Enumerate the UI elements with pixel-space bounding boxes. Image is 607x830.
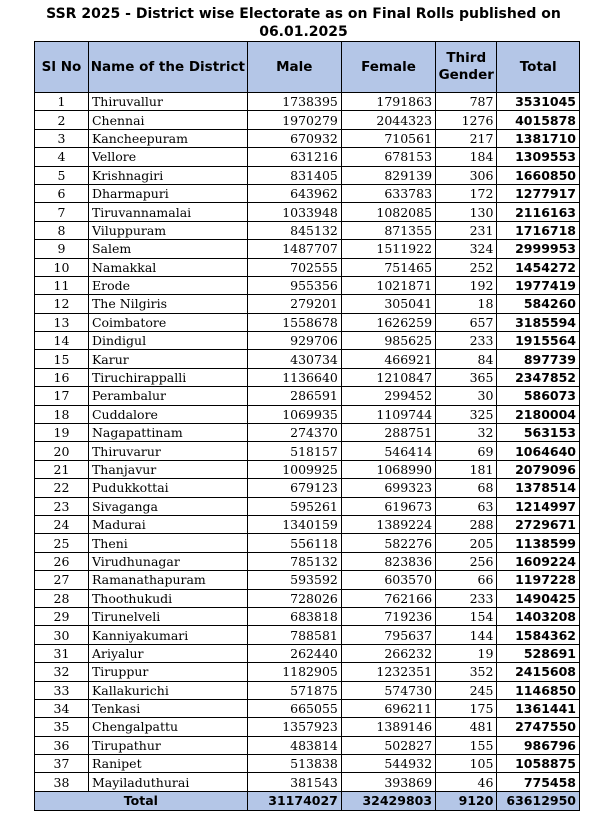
table-row xyxy=(35,129,580,147)
cell-total: 1309553 xyxy=(497,148,580,166)
cell-district: Nagapattinam xyxy=(88,424,247,442)
cell-third-gender: 84 xyxy=(436,350,497,368)
cell-third-gender: 181 xyxy=(436,460,497,478)
cell-district: Tirunelveli xyxy=(88,607,247,625)
cell-female: 582276 xyxy=(341,534,435,552)
cell-district: Cuddalore xyxy=(88,405,247,423)
cell-sl-no: 7 xyxy=(35,203,89,221)
cell-third-gender: 1276 xyxy=(436,111,497,129)
table-row xyxy=(35,203,580,221)
cell-sl-no: 24 xyxy=(35,515,89,533)
cell-sl-no: 10 xyxy=(35,258,89,276)
table-row xyxy=(35,332,580,350)
cell-female: 1068990 xyxy=(341,460,435,478)
cell-third-gender: 130 xyxy=(436,203,497,221)
table-row xyxy=(35,276,580,294)
cell-sl-no: 37 xyxy=(35,755,89,773)
cell-total: 563153 xyxy=(497,424,580,442)
title-line-1: SSR 2025 - District wise Electorate as on Final Rolls published on xyxy=(46,6,561,22)
cell-third-gender: 233 xyxy=(436,589,497,607)
table-row xyxy=(35,607,580,625)
cell-male: 274370 xyxy=(247,424,341,442)
cell-third-gender: 30 xyxy=(436,387,497,405)
cell-sl-no: 11 xyxy=(35,276,89,294)
cell-female: 305041 xyxy=(341,295,435,313)
cell-district: Dharmapuri xyxy=(88,184,247,202)
cell-district: Salem xyxy=(88,240,247,258)
cell-female: 1511922 xyxy=(341,240,435,258)
cell-total: 1584362 xyxy=(497,626,580,644)
cell-male: 683818 xyxy=(247,607,341,625)
cell-total: 1361441 xyxy=(497,699,580,717)
cell-female: 985625 xyxy=(341,332,435,350)
cell-total: 2729671 xyxy=(497,515,580,533)
cell-female: 2044323 xyxy=(341,111,435,129)
cell-male: 279201 xyxy=(247,295,341,313)
cell-third-gender: 46 xyxy=(436,773,497,791)
cell-third-gender: 105 xyxy=(436,755,497,773)
cell-female: 1109744 xyxy=(341,405,435,423)
header-female: Female xyxy=(341,42,435,93)
table-row xyxy=(35,515,580,533)
table-row xyxy=(35,773,580,791)
cell-district: Sivaganga xyxy=(88,497,247,515)
cell-male: 831405 xyxy=(247,166,341,184)
cell-female: 1791863 xyxy=(341,93,435,111)
cell-male: 1340159 xyxy=(247,515,341,533)
cell-sl-no: 12 xyxy=(35,295,89,313)
totals-row xyxy=(35,791,580,810)
cell-female: 266232 xyxy=(341,644,435,662)
cell-male: 1182905 xyxy=(247,663,341,681)
cell-male: 845132 xyxy=(247,221,341,239)
cell-sl-no: 34 xyxy=(35,699,89,717)
cell-third-gender: 175 xyxy=(436,699,497,717)
cell-district: Kancheepuram xyxy=(88,129,247,147)
cell-total: 1138599 xyxy=(497,534,580,552)
cell-total: 1977419 xyxy=(497,276,580,294)
cell-district: Tiruvannamalai xyxy=(88,203,247,221)
cell-sl-no: 23 xyxy=(35,497,89,515)
cell-total: 3531045 xyxy=(497,93,580,111)
cell-female: 544932 xyxy=(341,755,435,773)
cell-sl-no: 15 xyxy=(35,350,89,368)
cell-third-gender: 325 xyxy=(436,405,497,423)
totals-female: 32429803 xyxy=(341,791,435,810)
cell-female: 1232351 xyxy=(341,663,435,681)
cell-male: 1033948 xyxy=(247,203,341,221)
cell-total: 2116163 xyxy=(497,203,580,221)
cell-district: Virudhunagar xyxy=(88,552,247,570)
table-row xyxy=(35,221,580,239)
cell-male: 1136640 xyxy=(247,368,341,386)
cell-male: 785132 xyxy=(247,552,341,570)
cell-total: 1403208 xyxy=(497,607,580,625)
table-row xyxy=(35,755,580,773)
cell-male: 1009925 xyxy=(247,460,341,478)
cell-total: 1716718 xyxy=(497,221,580,239)
cell-third-gender: 365 xyxy=(436,368,497,386)
table-row xyxy=(35,534,580,552)
cell-third-gender: 18 xyxy=(436,295,497,313)
cell-male: 381543 xyxy=(247,773,341,791)
cell-third-gender: 66 xyxy=(436,571,497,589)
cell-female: 619673 xyxy=(341,497,435,515)
totals-male: 31174027 xyxy=(247,791,341,810)
cell-district: Thanjavur xyxy=(88,460,247,478)
cell-third-gender: 154 xyxy=(436,607,497,625)
title-line-2: 06.01.2025 xyxy=(259,24,348,40)
header-male: Male xyxy=(247,42,341,93)
cell-total: 986796 xyxy=(497,736,580,754)
cell-sl-no: 2 xyxy=(35,111,89,129)
table-row xyxy=(35,626,580,644)
table-row xyxy=(35,111,580,129)
table-row xyxy=(35,368,580,386)
electorate-table xyxy=(34,41,580,811)
table-row xyxy=(35,350,580,368)
cell-district: The Nilgiris xyxy=(88,295,247,313)
cell-female: 762166 xyxy=(341,589,435,607)
cell-female: 502827 xyxy=(341,736,435,754)
cell-sl-no: 6 xyxy=(35,184,89,202)
cell-sl-no: 26 xyxy=(35,552,89,570)
table-row xyxy=(35,663,580,681)
cell-district: Ramanathapuram xyxy=(88,571,247,589)
cell-female: 699323 xyxy=(341,479,435,497)
cell-district: Tenkasi xyxy=(88,699,247,717)
cell-female: 633783 xyxy=(341,184,435,202)
cell-sl-no: 13 xyxy=(35,313,89,331)
cell-sl-no: 30 xyxy=(35,626,89,644)
cell-sl-no: 31 xyxy=(35,644,89,662)
cell-male: 955356 xyxy=(247,276,341,294)
cell-total: 1609224 xyxy=(497,552,580,570)
header-row xyxy=(35,42,580,93)
cell-female: 603570 xyxy=(341,571,435,589)
cell-sl-no: 25 xyxy=(35,534,89,552)
cell-female: 299452 xyxy=(341,387,435,405)
cell-sl-no: 33 xyxy=(35,681,89,699)
cell-sl-no: 29 xyxy=(35,607,89,625)
cell-male: 643962 xyxy=(247,184,341,202)
table-row xyxy=(35,387,580,405)
cell-district: Ranipet xyxy=(88,755,247,773)
cell-female: 719236 xyxy=(341,607,435,625)
cell-total: 1454272 xyxy=(497,258,580,276)
table-row xyxy=(35,479,580,497)
cell-female: 1021871 xyxy=(341,276,435,294)
table-row xyxy=(35,405,580,423)
cell-sl-no: 9 xyxy=(35,240,89,258)
cell-sl-no: 8 xyxy=(35,221,89,239)
cell-female: 795637 xyxy=(341,626,435,644)
cell-sl-no: 28 xyxy=(35,589,89,607)
cell-district: Ariyalur xyxy=(88,644,247,662)
table-row xyxy=(35,295,580,313)
table-row xyxy=(35,460,580,478)
cell-sl-no: 35 xyxy=(35,718,89,736)
cell-sl-no: 4 xyxy=(35,148,89,166)
cell-third-gender: 481 xyxy=(436,718,497,736)
cell-total: 2180004 xyxy=(497,405,580,423)
cell-district: Tirupathur xyxy=(88,736,247,754)
cell-third-gender: 144 xyxy=(436,626,497,644)
header-sl-no: Sl No xyxy=(35,42,89,93)
cell-female: 696211 xyxy=(341,699,435,717)
header-district: Name of the District xyxy=(88,42,247,93)
cell-district: Karur xyxy=(88,350,247,368)
cell-district: Erode xyxy=(88,276,247,294)
cell-total: 4015878 xyxy=(497,111,580,129)
cell-male: 518157 xyxy=(247,442,341,460)
table-row xyxy=(35,313,580,331)
cell-male: 430734 xyxy=(247,350,341,368)
cell-sl-no: 5 xyxy=(35,166,89,184)
cell-district: Kanniyakumari xyxy=(88,626,247,644)
cell-third-gender: 205 xyxy=(436,534,497,552)
cell-total: 2747550 xyxy=(497,718,580,736)
cell-third-gender: 217 xyxy=(436,129,497,147)
cell-total: 528691 xyxy=(497,644,580,662)
cell-third-gender: 68 xyxy=(436,479,497,497)
cell-female: 1626259 xyxy=(341,313,435,331)
cell-district: Krishnagiri xyxy=(88,166,247,184)
cell-total: 775458 xyxy=(497,773,580,791)
cell-sl-no: 22 xyxy=(35,479,89,497)
cell-sl-no: 3 xyxy=(35,129,89,147)
cell-male: 1069935 xyxy=(247,405,341,423)
table-row xyxy=(35,148,580,166)
cell-female: 1389146 xyxy=(341,718,435,736)
cell-third-gender: 192 xyxy=(436,276,497,294)
cell-total: 1378514 xyxy=(497,479,580,497)
cell-male: 513838 xyxy=(247,755,341,773)
cell-total: 1146850 xyxy=(497,681,580,699)
cell-district: Theni xyxy=(88,534,247,552)
cell-third-gender: 172 xyxy=(436,184,497,202)
cell-sl-no: 27 xyxy=(35,571,89,589)
cell-female: 1389224 xyxy=(341,515,435,533)
cell-male: 665055 xyxy=(247,699,341,717)
cell-district: Vellore xyxy=(88,148,247,166)
table-row xyxy=(35,497,580,515)
cell-district: Namakkal xyxy=(88,258,247,276)
cell-district: Tiruchirappalli xyxy=(88,368,247,386)
cell-male: 788581 xyxy=(247,626,341,644)
cell-female: 823836 xyxy=(341,552,435,570)
cell-district: Madurai xyxy=(88,515,247,533)
totals-total: 63612950 xyxy=(497,791,580,810)
header-total: Total xyxy=(497,42,580,93)
cell-male: 595261 xyxy=(247,497,341,515)
cell-male: 483814 xyxy=(247,736,341,754)
cell-male: 1738395 xyxy=(247,93,341,111)
cell-male: 1357923 xyxy=(247,718,341,736)
cell-third-gender: 233 xyxy=(436,332,497,350)
cell-district: Perambalur xyxy=(88,387,247,405)
cell-sl-no: 21 xyxy=(35,460,89,478)
cell-total: 1660850 xyxy=(497,166,580,184)
cell-district: Chennai xyxy=(88,111,247,129)
cell-third-gender: 306 xyxy=(436,166,497,184)
cell-sl-no: 36 xyxy=(35,736,89,754)
cell-total: 3185594 xyxy=(497,313,580,331)
cell-male: 1487707 xyxy=(247,240,341,258)
cell-total: 1058875 xyxy=(497,755,580,773)
table-row xyxy=(35,644,580,662)
cell-district: Chengalpattu xyxy=(88,718,247,736)
cell-total: 584260 xyxy=(497,295,580,313)
table-body xyxy=(35,93,580,792)
table-row xyxy=(35,736,580,754)
cell-female: 829139 xyxy=(341,166,435,184)
cell-female: 678153 xyxy=(341,148,435,166)
cell-district: Thiruvarur xyxy=(88,442,247,460)
cell-total: 2347852 xyxy=(497,368,580,386)
cell-female: 1210847 xyxy=(341,368,435,386)
cell-sl-no: 38 xyxy=(35,773,89,791)
cell-third-gender: 657 xyxy=(436,313,497,331)
cell-sl-no: 20 xyxy=(35,442,89,460)
cell-female: 393869 xyxy=(341,773,435,791)
table-row xyxy=(35,589,580,607)
cell-third-gender: 324 xyxy=(436,240,497,258)
cell-total: 1214997 xyxy=(497,497,580,515)
cell-district: Dindigul xyxy=(88,332,247,350)
table-row xyxy=(35,552,580,570)
table-row xyxy=(35,681,580,699)
cell-male: 262440 xyxy=(247,644,341,662)
cell-male: 593592 xyxy=(247,571,341,589)
table-row xyxy=(35,424,580,442)
table-row xyxy=(35,258,580,276)
cell-male: 286591 xyxy=(247,387,341,405)
cell-district: Thoothukudi xyxy=(88,589,247,607)
table-row xyxy=(35,571,580,589)
table-row xyxy=(35,93,580,111)
cell-district: Coimbatore xyxy=(88,313,247,331)
cell-sl-no: 1 xyxy=(35,93,89,111)
cell-third-gender: 184 xyxy=(436,148,497,166)
cell-total: 586073 xyxy=(497,387,580,405)
cell-female: 288751 xyxy=(341,424,435,442)
cell-male: 1970279 xyxy=(247,111,341,129)
page-title xyxy=(0,5,607,41)
cell-male: 631216 xyxy=(247,148,341,166)
cell-third-gender: 256 xyxy=(436,552,497,570)
table-row xyxy=(35,166,580,184)
table-row xyxy=(35,442,580,460)
cell-male: 670932 xyxy=(247,129,341,147)
table-row xyxy=(35,699,580,717)
cell-third-gender: 69 xyxy=(436,442,497,460)
cell-third-gender: 288 xyxy=(436,515,497,533)
cell-third-gender: 352 xyxy=(436,663,497,681)
cell-total: 897739 xyxy=(497,350,580,368)
cell-total: 2415608 xyxy=(497,663,580,681)
cell-female: 1082085 xyxy=(341,203,435,221)
cell-male: 556118 xyxy=(247,534,341,552)
cell-third-gender: 787 xyxy=(436,93,497,111)
cell-district: Tiruppur xyxy=(88,663,247,681)
cell-total: 1277917 xyxy=(497,184,580,202)
cell-female: 546414 xyxy=(341,442,435,460)
cell-total: 2079096 xyxy=(497,460,580,478)
totals-third-gender: 9120 xyxy=(436,791,497,810)
cell-sl-no: 16 xyxy=(35,368,89,386)
cell-total: 1197228 xyxy=(497,571,580,589)
cell-female: 710561 xyxy=(341,129,435,147)
cell-district: Thiruvallur xyxy=(88,93,247,111)
cell-sl-no: 17 xyxy=(35,387,89,405)
cell-female: 751465 xyxy=(341,258,435,276)
cell-male: 702555 xyxy=(247,258,341,276)
cell-third-gender: 252 xyxy=(436,258,497,276)
cell-third-gender: 231 xyxy=(436,221,497,239)
cell-total: 1381710 xyxy=(497,129,580,147)
cell-third-gender: 245 xyxy=(436,681,497,699)
cell-total: 1490425 xyxy=(497,589,580,607)
cell-total: 2999953 xyxy=(497,240,580,258)
cell-male: 1558678 xyxy=(247,313,341,331)
cell-third-gender: 19 xyxy=(436,644,497,662)
table-row xyxy=(35,240,580,258)
header-third-gender: Third Gender xyxy=(436,42,497,93)
cell-sl-no: 18 xyxy=(35,405,89,423)
cell-district: Viluppuram xyxy=(88,221,247,239)
cell-third-gender: 63 xyxy=(436,497,497,515)
totals-label: Total xyxy=(35,791,248,810)
cell-district: Kallakurichi xyxy=(88,681,247,699)
table-row xyxy=(35,718,580,736)
table-row xyxy=(35,184,580,202)
cell-female: 574730 xyxy=(341,681,435,699)
cell-total: 1064640 xyxy=(497,442,580,460)
cell-male: 929706 xyxy=(247,332,341,350)
cell-sl-no: 14 xyxy=(35,332,89,350)
cell-female: 466921 xyxy=(341,350,435,368)
cell-third-gender: 32 xyxy=(436,424,497,442)
cell-district: Pudukkottai xyxy=(88,479,247,497)
cell-male: 728026 xyxy=(247,589,341,607)
cell-total: 1915564 xyxy=(497,332,580,350)
cell-female: 871355 xyxy=(341,221,435,239)
cell-sl-no: 32 xyxy=(35,663,89,681)
cell-sl-no: 19 xyxy=(35,424,89,442)
cell-male: 571875 xyxy=(247,681,341,699)
cell-district: Mayiladuthurai xyxy=(88,773,247,791)
cell-third-gender: 155 xyxy=(436,736,497,754)
cell-male: 679123 xyxy=(247,479,341,497)
